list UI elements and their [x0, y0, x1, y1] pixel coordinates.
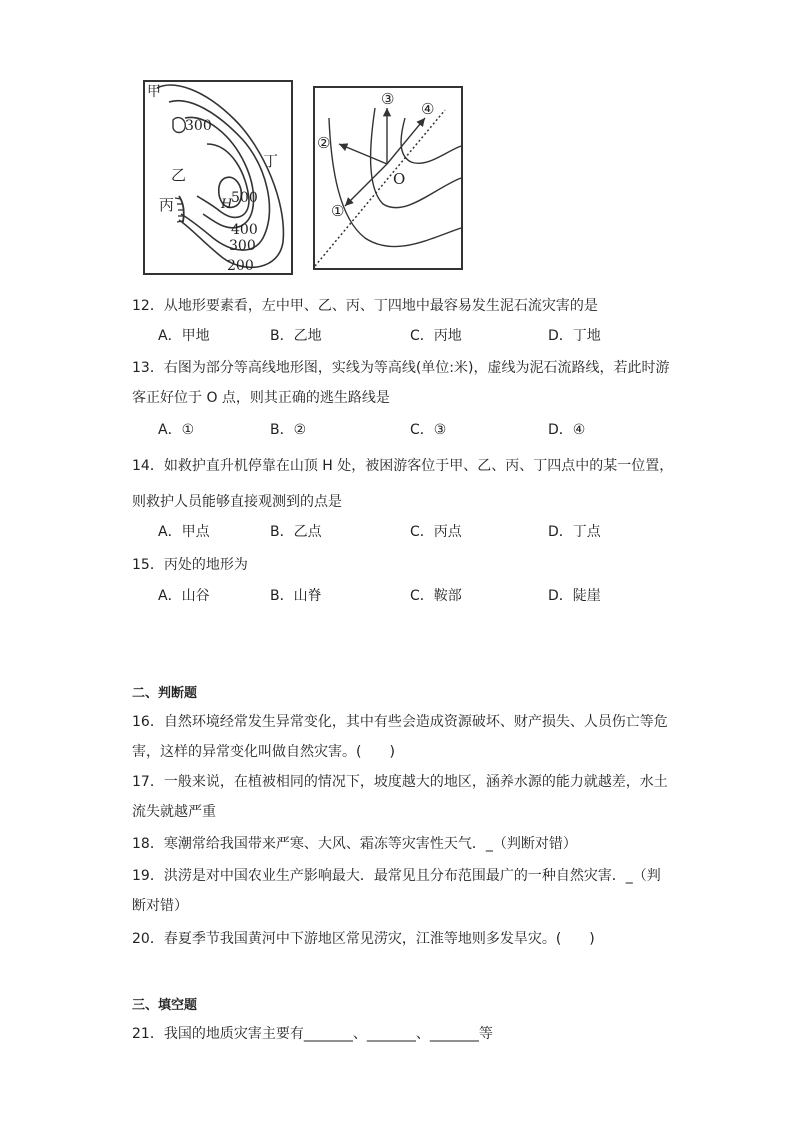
label-jia: 甲: [147, 84, 161, 100]
label-contour-300-bottom: 300: [229, 238, 256, 254]
q14-option-d[interactable]: D．丁点: [548, 524, 601, 540]
label-h: H: [221, 197, 233, 212]
marker-1: ①: [331, 202, 345, 220]
question-20-text: 20．春夏季节我国黄河中下游地区常见涝灾，江淮等地则多发旱灾。( ): [132, 931, 595, 947]
contour-line-2: [371, 108, 461, 208]
question-13-text-2: 客正好位于 O 点，则其正确的逃生路线是: [132, 390, 390, 406]
question-14-text-1: 14．如救护直升机停靠在山顶 H 处，被困游客位于甲、乙、丙、丁四点中的某一位置，: [132, 458, 674, 474]
contour-line-small-loop: [173, 118, 185, 133]
label-contour-300-top: 300: [185, 118, 212, 134]
question-19-text-1: 19．洪涝是对中国农业生产影响最大．最常见且分布范围最广的一种自然灾害．_（判: [132, 868, 661, 884]
section-2-title: 二、判断题: [132, 686, 198, 701]
q13-option-d[interactable]: D．④: [548, 422, 586, 438]
marker-2: ②: [317, 134, 331, 152]
question-15-text: 15．丙处的地形为: [132, 557, 248, 573]
marker-4: ④: [421, 100, 435, 118]
question-16-text-1: 16．自然环境经常发生异常变化，其中有些会造成资源破坏、财产损失、人员伤亡等危: [132, 714, 668, 730]
q13-option-a[interactable]: A．①: [158, 422, 195, 438]
label-contour-200: 200: [227, 258, 254, 273]
cliff-line: [179, 196, 184, 222]
question-19-text-2: 断对错）: [132, 898, 188, 914]
label-contour-500: 500: [231, 190, 258, 206]
q12-option-c[interactable]: C．丙地: [410, 328, 462, 344]
escape-route-svg: [315, 88, 461, 268]
label-bing: 丙: [159, 196, 175, 214]
question-14-text-2: 则救护人员能够直接观测到的点是: [132, 494, 342, 510]
question-18-text: 18．寒潮常给我国带来严寒、大风、霜冻等灾害性天气．_（判断对错）: [132, 836, 577, 852]
debris-flow-line: [315, 110, 445, 266]
label-yi: 乙: [171, 166, 187, 184]
marker-3: ③: [381, 90, 395, 108]
q15-option-c[interactable]: C．鞍部: [410, 588, 462, 604]
contour-map-left: [143, 80, 293, 275]
question-21-text: 21．我国的地质灾害主要有_______、_______、_______等: [132, 1026, 493, 1042]
q14-option-b[interactable]: B．乙点: [270, 524, 322, 540]
label-contour-400: 400: [231, 222, 258, 238]
q13-option-c[interactable]: C．③: [410, 422, 447, 438]
q14-option-a[interactable]: A．甲点: [158, 524, 210, 540]
contour-line-3: [401, 118, 461, 163]
escape-route-map-right: [313, 86, 463, 270]
label-ding: 丁: [263, 152, 279, 170]
question-16-text-2: 害，这样的异常变化叫做自然灾害。( ): [132, 744, 395, 760]
q15-option-b[interactable]: B．山脊: [270, 588, 322, 604]
q12-option-a[interactable]: A．甲地: [158, 328, 210, 344]
question-17-text-2: 流失就越严重: [132, 804, 216, 820]
q15-option-a[interactable]: A．山谷: [158, 588, 210, 604]
section-3-title: 三、填空题: [132, 998, 198, 1013]
question-17-text-1: 17．一般来说，在植被相同的情况下，坡度越大的地区，涵养水源的能力就越差，水土: [132, 774, 668, 790]
question-13-text-1: 13．右图为部分等高线地形图，实线为等高线(单位:米)，虚线为泥石流路线，若此时游: [132, 360, 670, 376]
marker-origin: O: [393, 170, 406, 188]
question-12-text: 12．从地形要素看，左中甲、乙、丙、丁四地中最容易发生泥石流灾害的是: [132, 298, 598, 314]
route-arrow-1: [345, 164, 387, 206]
q12-option-d[interactable]: D．丁地: [548, 328, 601, 344]
q12-option-b[interactable]: B．乙地: [270, 328, 322, 344]
q13-option-b[interactable]: B．②: [270, 422, 307, 438]
q14-option-c[interactable]: C．丙点: [410, 524, 462, 540]
q15-option-d[interactable]: D．陡崖: [548, 588, 601, 604]
contour-map-svg: [145, 82, 291, 273]
route-arrow-2: [339, 144, 387, 164]
